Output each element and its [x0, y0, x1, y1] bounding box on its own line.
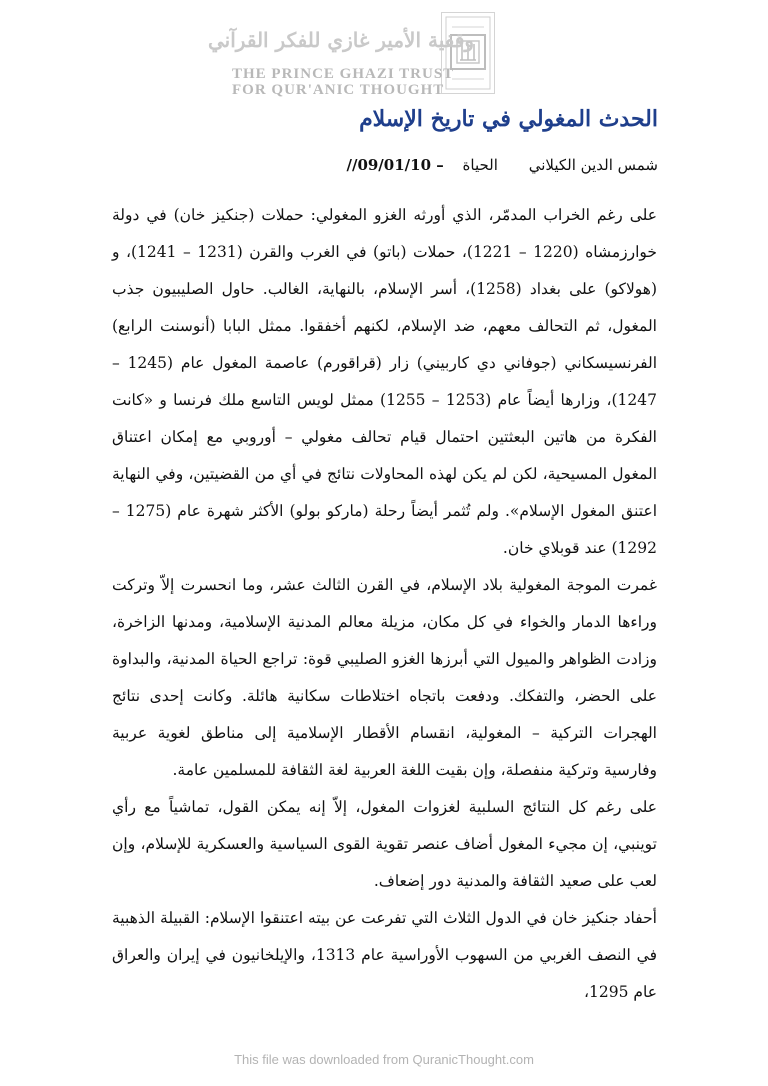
publication-date: – 09/01/10// — [346, 156, 444, 174]
page-header — [0, 0, 768, 110]
trust-name-english-line2: FOR QUR'ANIC THOUGHT — [232, 82, 445, 98]
trust-name-english-line1: THE PRINCE GHAZI TRUST — [232, 66, 455, 82]
article-byline — [158, 156, 658, 174]
author-name: شمس الدين الكيلاني — [528, 156, 658, 174]
article-paragraph: على رغم كل النتائج السلبية لغزوات المغول، إلاّ إنه يمكن القول، تماشياً مع رأي توينبي، إن مجيء المغول أضاف عنصر تقوية القوى السياسية والعسكرية للإسلام، وإن لعب على صعيد الثقافة والمدنية دور إضعاف. — [112, 798, 657, 890]
article-title: الحدث المغولي في تاريخ الإسلام — [359, 106, 658, 132]
trust-name-arabic: وقفية الأمير غازي للفكر القرآني — [208, 28, 475, 52]
article-paragraph: على رغم الخراب المدمّر، الذي أورثه الغزو المغولي: حملات (جنكيز خان) في دولة خوارزمشاه (1220 – 1221)، حملات (باتو) في الغرب والقرن (1231 – 1241)، و (هولاكو) على بغداد (1258)، أسر الإسلام، بالنهاية، الغالب. حاول الصليبيون جذب المغول، ثم التحالف معهم، ضد الإسلام، لكنهم أخفقوا. ممثل البابا (أنوسنت الرابع) الفرنسيسكاني (جوفاني دي كاربيني) زار (قراقورم) عاصمة المغول عام (1245 – 1247)، وزارها أيضاً عام (1253 – 1255) ممثل لويس التاسع ملك فرنسا و «كانت الفكرة من هاتين البعثتين احتمال قيام تحالف مغولي – أوروبي مع إمكان اعتناق المغول المسيحية، لكن لم يكن لهذه المحاولات نتائج في أي من القضيتين، وفي النهاية اعتنق المغول الإسلام». ولم تُثمر أيضاً رحلة (ماركو بولو) الأكثر شهرة عام (1275 – 1292) عند قوبلاي خان. — [112, 206, 658, 557]
article-paragraph: أحفاد جنكيز خان في الدول الثلاث التي تفرعت عن بيته اعتنقوا الإسلام: القبيلة الذهبية في النصف الغربي من السهوب الأوراسية عام 1313، والإيلخانيون في إيران والعراق عام 1295، — [112, 909, 657, 1001]
download-notice: This file was downloaded from QuranicThought.com — [234, 1052, 534, 1067]
article-body — [112, 197, 657, 1011]
article-paragraph: غمرت الموجة المغولية بلاد الإسلام، في القرن الثالث عشر، وما انحسرت إلاّ وتركت وراءها الدمار والخواء في كل مكان، مزيلة معالم المدنية الإسلامية، ومدنها الزاخرة، وزادت الظواهر والميول التي أبرزها الغزو الصليبي قوة: تراجع الحياة المدنية، والبداوة على الحضر، والتفكك. ودفعت باتجاه اختلاطات سكانية هائلة. وكانت إحدى نتائج الهجرات التركية – المغولية، انقسام الأقطار الإسلامية إلى مناطق لغوية عربية وفارسية وتركية منفصلة، وإن بقيت اللغة العربية لغة الثقافة للمسلمين عامة. — [112, 576, 657, 779]
source-name: الحياة — [462, 156, 498, 174]
